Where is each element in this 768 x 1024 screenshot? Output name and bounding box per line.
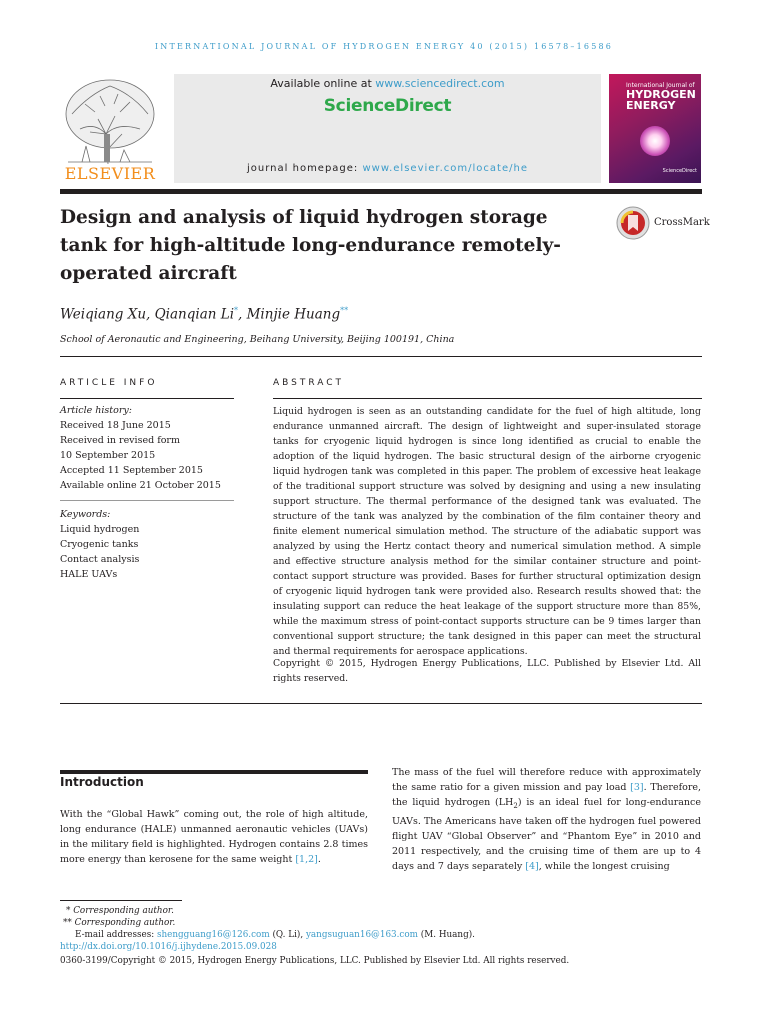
introduction-paragraph: With the “Global Hawk” coming out, the role of high altitude, long endurance (HALE) unmanned aeronautic vehicles (UAVs) in the military field is highlighted. Hydrogen contains 2.8 times more energy than kerosene for the same weight [1,2].: [60, 809, 368, 865]
history-item: Received in revised form: [60, 435, 180, 446]
keywords: [60, 507, 234, 582]
email-link[interactable]: yangsuguan16@163.com: [305, 930, 418, 940]
sciencedirect-link[interactable]: www.sciencedirect.com: [375, 77, 505, 90]
article-history: [60, 403, 234, 493]
cover-subtitle: International Journal of: [626, 82, 695, 89]
introduction-rule: [60, 770, 368, 774]
corresponding-author-note: * Corresponding author.: [66, 906, 174, 916]
abstract-rule: [273, 398, 702, 399]
email-addresses: E-mail addresses: shengguang16@126.com (Q. Li), yangsuguan16@163.com (M. Huang).: [75, 930, 475, 940]
history-item: Available online 21 October 2015: [60, 480, 221, 491]
cover-publisher: ScienceDirect: [662, 168, 697, 174]
doi-link[interactable]: http://dx.doi.org/10.1016/j.ijhydene.2015.09.028: [60, 942, 277, 952]
affiliation: School of Aeronautic and Engineering, Beihang University, Beijing 100191, China: [60, 334, 455, 345]
introduction-paragraph: The mass of the fuel will therefore reduce with approximately the same ratio for a given mission and pay load [3]. Therefore, the liquid hydrogen $(LH_2)$ is an ideal fuel for long-endurance UAVs. The Americans have taken off the hydrogen fuel powered flight UAV “Global Observer” and “Phantom Eye” in 2010 and 2011 respectively, and the cruising time of them are up to 4 days and 7 days separately [4], while the longest cruising: [392, 767, 702, 872]
crossmark-button[interactable]: [616, 206, 710, 240]
footnote-rule: [60, 900, 182, 901]
article-info-rule: [60, 398, 234, 399]
citation-link[interactable]: [3]: [630, 782, 644, 793]
elsevier-logo: [60, 74, 160, 184]
crossmark-icon: [616, 206, 650, 240]
keyword-item: Cryogenic tanks: [60, 539, 139, 550]
abstract-end-rule: [60, 703, 702, 704]
abstract-copyright: Copyright © 2015, Hydrogen Energy Publications, LLC. Published by Elsevier Ltd. All rights reserved.: [273, 658, 701, 684]
history-rule: [60, 500, 234, 501]
citation-link[interactable]: [4]: [525, 860, 539, 872]
section-rule: [60, 356, 702, 357]
abstract-heading: ABSTRACT: [273, 378, 345, 388]
issn-copyright: 0360-3199/Copyright © 2015, Hydrogen Energy Publications, LLC. Published by Elsevier Ltd. All rights reserved.: [60, 956, 570, 966]
corresponding-author-note: ** Corresponding author.: [63, 918, 176, 928]
citation-link[interactable]: [1,2]: [295, 854, 318, 865]
keyword-item: Contact analysis: [60, 554, 140, 565]
author-name: Minjie Huang: [246, 306, 341, 323]
header-rule: [60, 189, 702, 194]
keyword-item: HALE UAVs: [60, 569, 118, 580]
history-item: Received 18 June 2015: [60, 420, 171, 431]
available-online: Available online at www.sciencedirect.com: [270, 77, 505, 90]
history-item: 10 September 2015: [60, 450, 156, 461]
author-list: Weiqiang Xu, Qianqian Li*, Minjie Huang**: [60, 306, 349, 323]
elsevier-wordmark: ELSEVIER: [64, 164, 156, 183]
article-info-heading: ARTICLE INFO: [60, 378, 158, 388]
running-head: INTERNATIONAL JOURNAL OF HYDROGEN ENERGY 40 (2015) 16578–16586: [154, 42, 614, 51]
author-name: Qianqian Li: [154, 306, 235, 323]
homepage-link[interactable]: www.elsevier.com/locate/he: [362, 163, 528, 174]
email-link[interactable]: shengguang16@126.com: [157, 930, 270, 940]
keyword-item: Liquid hydrogen: [60, 524, 140, 535]
author-footnote-mark[interactable]: *: [234, 306, 239, 315]
author-name: Weiqiang Xu,: [60, 306, 155, 323]
history-label: Article history:: [60, 405, 132, 416]
abstract-text: Liquid hydrogen is seen as an outstanding candidate for the fuel of high altitude, long endurance unmanned aircraft. The design of lightweight and super-insulated storage tanks for cryogenic liquid hydrogen is since long identified as crucial to enable the adoption of the liquid hydrogen. The basic structural design of the airborne cryogenic liquid hydrogen tank was completed in this paper. The problem of excessive heat leakage of the traditional support structure was solved by designing and using a new insulating support structure. The thermal performance of the designed tank was evaluated. The structure of the tank was analyzed by the combination of the film container theory and finite element numerical simulation method. The structure of the adiabatic support was analyzed by using the Hertz contact theory and numerical simulation method. A simple and effective structure analysis method for the similar container structure and point-contact support structure was provided. Bases for further structural optimization design of cryogenic liquid hydrogen tank were provided also. Research results showed that: the insulating support can reduce the heat leakage of the support structure more than 85%, while the maximum stress of point-contact supports structure can be 9 times larger than conventional support structure; the tank designed in this paper can meet the structural and thermal requirements for aerospace applications.: [273, 406, 701, 657]
crossmark-label: CrossMark: [654, 217, 710, 228]
history-item: Accepted 11 September 2015: [60, 465, 203, 476]
author-footnote-mark[interactable]: **: [340, 306, 349, 315]
journal-homepage: journal homepage: www.elsevier.com/locate/he: [247, 163, 528, 174]
article-title: Design and analysis of liquid hydrogen storage tank for high-altitude long-endurance remotely-operated aircraft: [60, 207, 561, 284]
cover-graphic: [640, 126, 670, 156]
cover-title: HYDROGEN ENERGY: [626, 88, 696, 112]
introduction-heading: Introduction: [60, 775, 144, 789]
keywords-label: Keywords:: [60, 509, 111, 520]
sciencedirect-logo[interactable]: ScienceDirect: [323, 96, 452, 116]
